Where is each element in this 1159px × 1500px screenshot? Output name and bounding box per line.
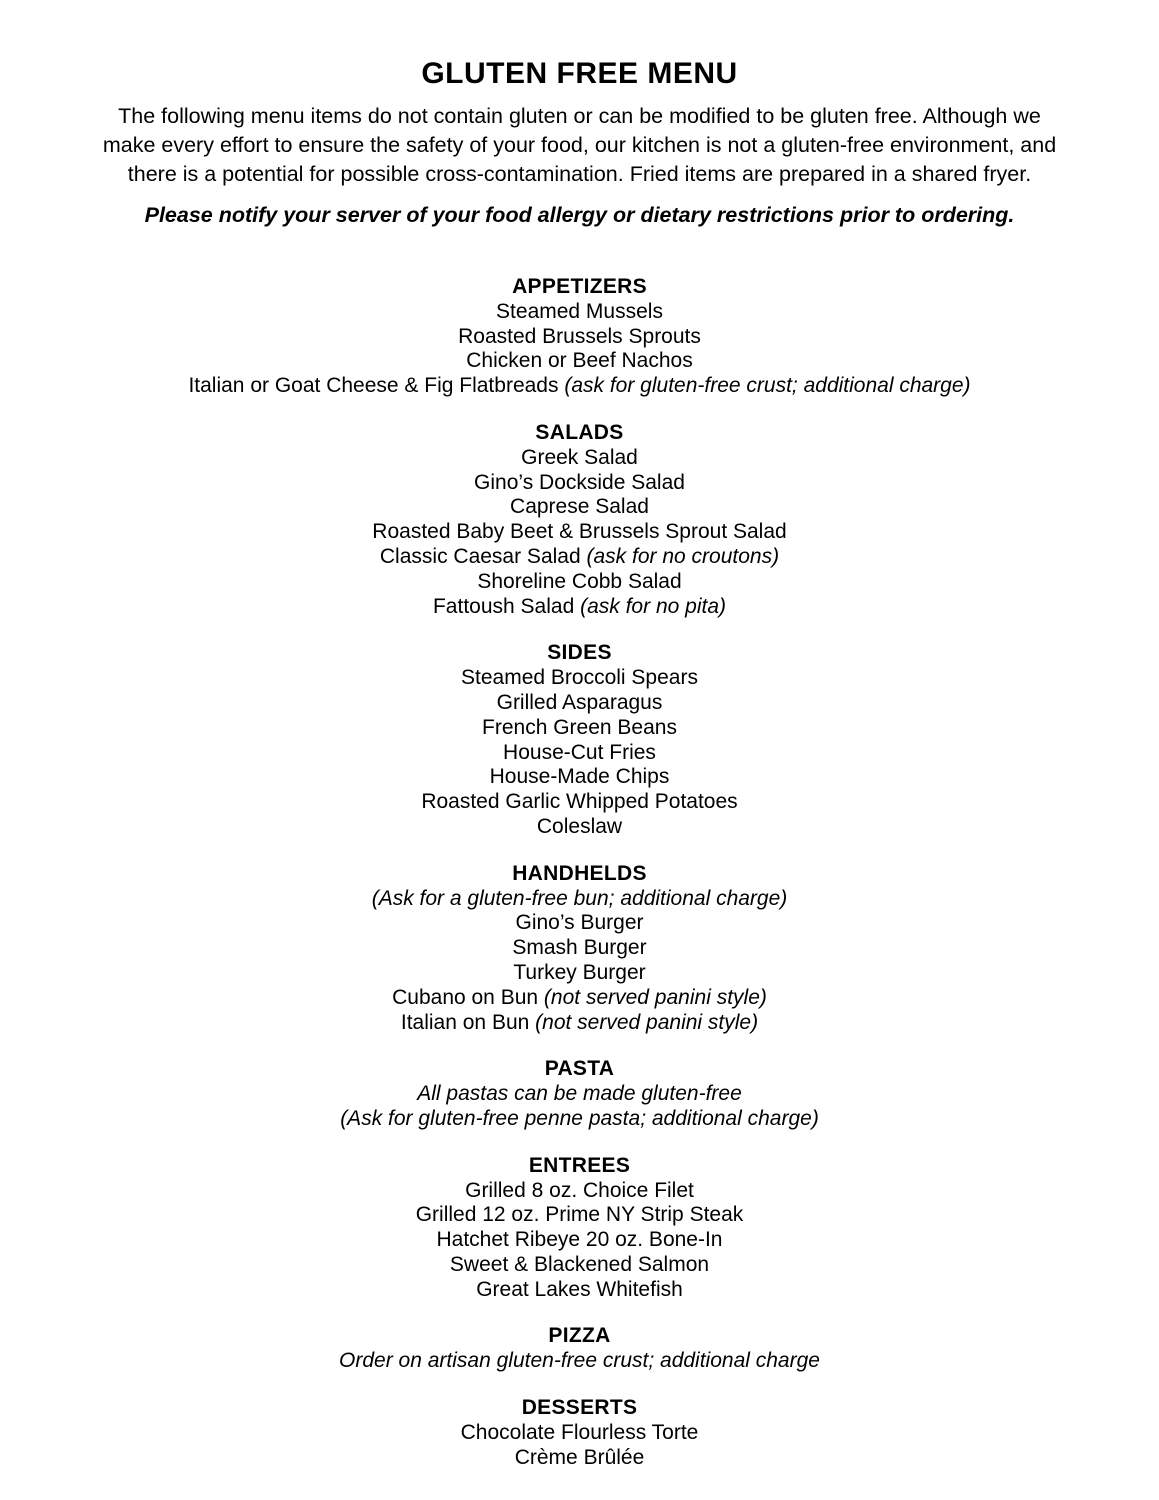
menu-item-name: Italian or Goat Cheese & Fig Flatbreads — [188, 374, 559, 398]
menu-item-name: Roasted Baby Beet & Brussels Sprout Salad — [372, 520, 787, 544]
menu-item — [0, 765, 1159, 790]
menu-item-name: Grilled Asparagus — [496, 690, 663, 714]
menu-item — [0, 300, 1159, 325]
menu-item-note: All pastas can be made gluten-free — [417, 1082, 742, 1106]
menu-item — [0, 961, 1159, 986]
section-title: DESSERTS — [521, 1396, 638, 1420]
menu-item-name: Smash Burger — [512, 936, 647, 960]
section-title: SALADS — [535, 420, 624, 444]
menu-item-name: Greek Salad — [521, 445, 638, 469]
menu-item — [0, 471, 1159, 496]
menu-item-name: Steamed Mussels — [496, 299, 663, 323]
menu-item-name: Hatchet Ribeye 20 oz. Bone-In — [436, 1228, 723, 1252]
menu-item — [0, 1421, 1159, 1446]
menu-item-name: Crème Brûlée — [514, 1445, 645, 1469]
menu-section — [0, 1324, 1159, 1374]
menu-item-name: Cubano on Bun — [392, 985, 539, 1009]
menu-item-name: Chocolate Flourless Torte — [460, 1420, 699, 1444]
menu-section — [0, 641, 1159, 839]
menu-item-name: French Green Beans — [482, 715, 677, 739]
menu-item — [0, 887, 1159, 912]
menu-item-note: (Ask for a gluten-free bun; additional charge) — [371, 886, 788, 910]
menu-item-name: Sweet & Blackened Salmon — [449, 1252, 710, 1276]
menu-item — [0, 790, 1159, 815]
menu-sections — [0, 275, 1159, 1470]
menu-item-name: Classic Caesar Salad — [379, 544, 581, 568]
menu-item-note: (not served panini style) — [535, 1010, 759, 1034]
intro-paragraph — [30, 102, 1130, 189]
menu-item-name: Grilled 8 oz. Choice Filet — [465, 1178, 694, 1202]
menu-item-name: Chicken or Beef Nachos — [466, 349, 693, 373]
menu-item-name: Italian on Bun — [400, 1010, 530, 1034]
menu-item — [0, 349, 1159, 374]
section-title: SIDES — [547, 641, 612, 665]
menu-item — [0, 716, 1159, 741]
section-title: PIZZA — [548, 1324, 611, 1348]
menu-item — [0, 1203, 1159, 1228]
menu-item — [0, 666, 1159, 691]
menu-item — [0, 691, 1159, 716]
menu-item-name: Gino’s Dockside Salad — [474, 470, 685, 494]
page-title: GLUTEN FREE MENU — [421, 57, 738, 90]
menu-item — [0, 1228, 1159, 1253]
menu-item-name: Turkey Burger — [513, 960, 646, 984]
menu-item-name: Fattoush Salad — [432, 594, 575, 618]
menu-section — [0, 1396, 1159, 1470]
menu-item — [0, 936, 1159, 961]
menu-item-note: (ask for gluten-free crust; additional charge) — [564, 374, 971, 398]
menu-section — [0, 421, 1159, 619]
menu-item-note: Order on artisan gluten-free crust; additional charge — [339, 1349, 820, 1373]
menu-item — [0, 446, 1159, 471]
menu-item — [0, 1446, 1159, 1471]
menu-item — [0, 1179, 1159, 1204]
menu-item-name: Great Lakes Whitefish — [476, 1277, 683, 1301]
allergy-notice: Please notify your server of your food allergy or dietary restrictions prior to ordering. — [144, 203, 1015, 227]
section-title: PASTA — [544, 1057, 615, 1081]
menu-item — [0, 570, 1159, 595]
menu-item-name: Roasted Garlic Whipped Potatoes — [421, 790, 738, 814]
menu-item — [0, 1082, 1159, 1107]
intro-line: there is a potential for possible cross-contamination. Fried items are prepared in a shared fryer. — [127, 162, 1032, 186]
menu-item — [0, 911, 1159, 936]
menu-item — [0, 1278, 1159, 1303]
menu-item-name: Coleslaw — [536, 814, 623, 838]
menu-item-note: (not served panini style) — [543, 985, 767, 1009]
section-title: ENTREES — [528, 1153, 631, 1177]
menu-item — [0, 595, 1159, 620]
menu-item-name: House-Cut Fries — [503, 740, 656, 764]
menu-item-name: Roasted Brussels Sprouts — [458, 324, 701, 348]
menu-section — [0, 1057, 1159, 1131]
menu-item — [0, 325, 1159, 350]
intro-line: make every effort to ensure the safety of your food, our kitchen is not a gluten-free environment, and — [102, 133, 1057, 157]
menu-item — [0, 1011, 1159, 1036]
menu-item-name: Gino’s Burger — [515, 911, 644, 935]
menu-item — [0, 1349, 1159, 1374]
menu-item-note: (ask for no pita) — [580, 594, 726, 618]
menu-item-note: (Ask for gluten-free penne pasta; additional charge) — [340, 1106, 819, 1130]
menu-section — [0, 862, 1159, 1036]
menu-item — [0, 815, 1159, 840]
menu-item — [0, 986, 1159, 1011]
menu-item — [0, 1107, 1159, 1132]
menu-item-name: Caprese Salad — [510, 495, 649, 519]
section-title: HANDHELDS — [512, 861, 647, 885]
section-title: APPETIZERS — [512, 275, 647, 298]
menu-item — [0, 741, 1159, 766]
menu-item-name: Shoreline Cobb Salad — [477, 569, 682, 593]
menu-item — [0, 495, 1159, 520]
menu-item — [0, 1253, 1159, 1278]
menu-item-name: House-Made Chips — [489, 765, 670, 789]
menu-item-name: Grilled 12 oz. Prime NY Strip Steak — [415, 1203, 744, 1227]
menu-item — [0, 545, 1159, 570]
menu-item-note: (ask for no croutons) — [586, 544, 780, 568]
menu-section — [0, 275, 1159, 399]
menu-item-name: Steamed Broccoli Spears — [461, 666, 698, 690]
intro-line: The following menu items do not contain gluten or can be modified to be gluten free. Although we — [118, 104, 1041, 128]
menu-section — [0, 1154, 1159, 1303]
menu-item — [0, 374, 1159, 399]
menu-item — [0, 520, 1159, 545]
